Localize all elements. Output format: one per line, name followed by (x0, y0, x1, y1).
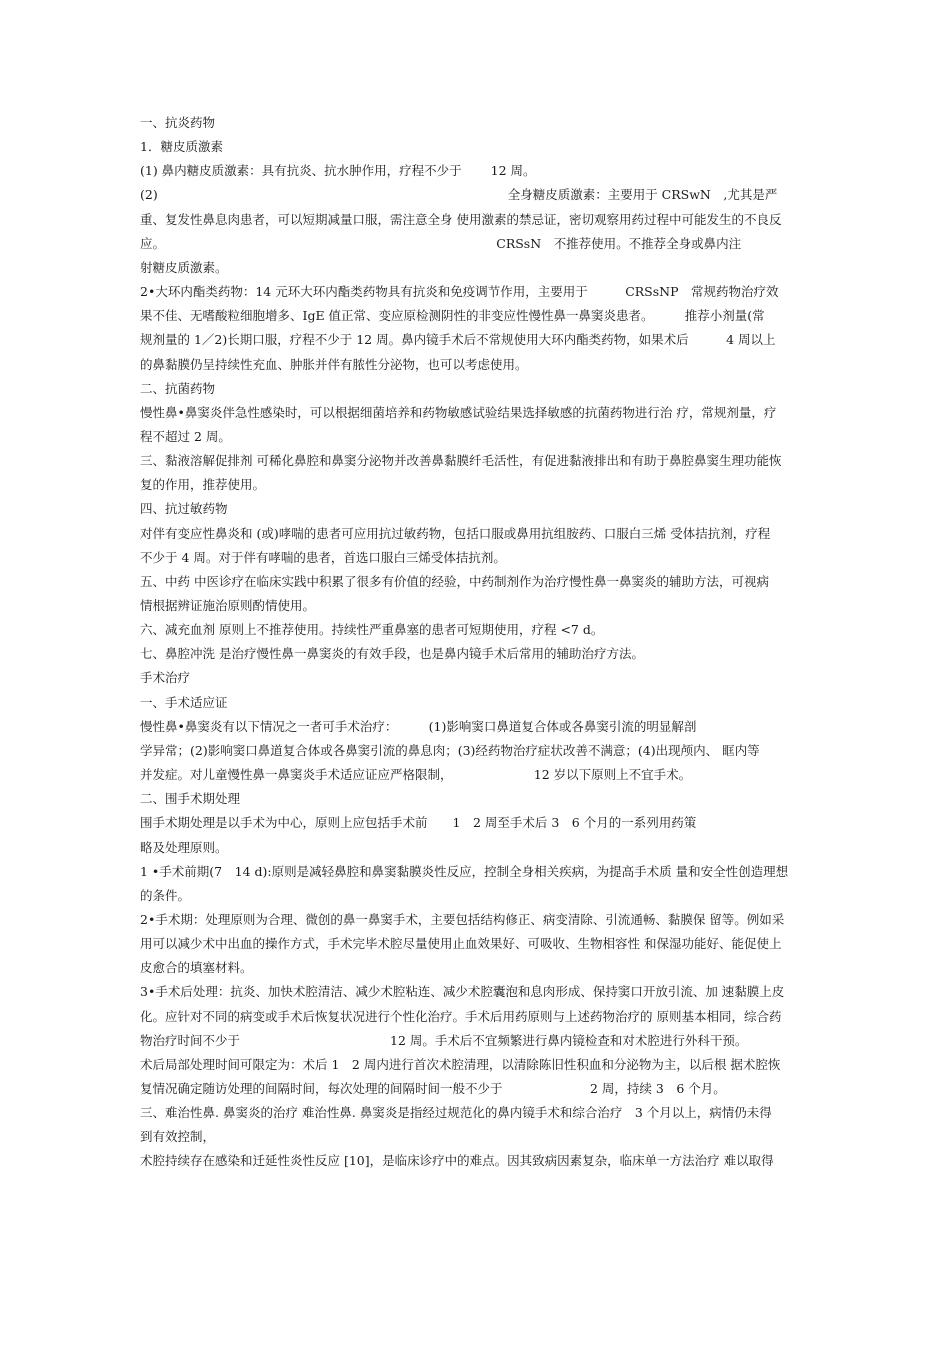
text-line: 围手术期处理是以手术为中心，原则上应包括手术前 1 2 周至手术后 3 6 个月的一系列用药策 (140, 815, 697, 831)
text-line: 对伴有变应性鼻炎和 (或)哮喘的患者可应用抗过敏药物，包括口服或鼻用抗组胺药、口服白三烯 受体拮抗剂，疗程 (140, 525, 771, 541)
text-line: 术腔持续存在感染和迁延性炎性反应 [10]，是临床诊疗中的难点。因其致病因素复杂，临床单一方法治疗 难以取得 (140, 1153, 774, 1169)
text-line: 的条件。 (140, 887, 191, 903)
text-line: 不少于 4 周。对于伴有哮喘的患者，首选口服白三烯受体拮抗剂。 (140, 549, 506, 565)
text-line: 规剂量的 1／2)长期口服，疗程不少于 12 周。鼻内镜手术后不常规使用大环内酯类药物，如果术后 4 周以上 (140, 332, 776, 348)
text-line: 到有效控制， (140, 1129, 216, 1145)
text-line: 的鼻黏膜仍呈持续性充血、肿胀并伴有脓性分泌物，也可以考虑使用。 (140, 356, 528, 372)
text-line: (1) 鼻内糖皮质激素：具有抗炎、抗水肿作用，疗程不少于 12 周。 (140, 163, 536, 179)
text-line: 重、复发性鼻息肉患者，可以短期减量口服，需注意全身 使用激素的禁忌证，密切观察用药过程中可能发生的不良反 (140, 211, 782, 227)
text-line: 五、中药 中医诊疗在临床实践中积累了很多有价值的经验，中药制剂作为治疗慢性鼻一鼻窦炎的辅助方法，可视病 (140, 573, 769, 589)
text-line: 物治疗时间不少于 12 周。手术后不宜频繁进行鼻内镜检查和对术腔进行外科干预。 (140, 1032, 748, 1048)
text-line: 情根据辨证施治原则酌情使用。 (140, 598, 316, 613)
text-line: 学异常；(2)影响窦口鼻道复合体或各鼻窦引流的鼻息肉；(3)经药物治疗症状改善不满意；(4)出现颅内、 眶内等 (140, 742, 760, 758)
text-line: 皮愈合的填塞材料。 (140, 960, 253, 976)
text-line: 1 •手术前期(7 14 d):原则是减轻鼻腔和鼻窦黏膜炎性反应，控制全身相关疾病，为提高手术质 量和安全性创造理想 (140, 863, 789, 879)
text-line: 并发症。对儿童慢性鼻一鼻窦炎手术适应证应严格限制， 12 岁以下原则上不宜手术。 (140, 767, 692, 783)
text-line: 七、鼻腔冲洗 是治疗慢性鼻一鼻窦炎的有效手段，也是鼻内镜手术后常用的辅助治疗方法。 (140, 646, 644, 662)
text-line: 2•手术期：处理原则为合理、微创的鼻一鼻窦手术，主要包括结构修正、病变清除、引流通畅、黏膜保 留等。例如采 (140, 911, 785, 927)
text-line: 射糖皮质激素。 (140, 259, 228, 275)
text-line: 慢性鼻•鼻窦炎伴急性感染时，可以根据细菌培养和药物敏感试验结果选择敏感的抗菌药物进行治 疗，常规剂量，疗 (140, 404, 777, 420)
text-line: 慢性鼻•鼻窦炎有以下情况之一者可手术治疗： (1)影响窦口鼻道复合体或各鼻窦引流的明显解剖 (140, 718, 697, 734)
text-line: (2) 全身糖皮质激素：主要用于 CRSwN ,尤其是严 (140, 187, 778, 203)
text-line: 一、抗炎药物 (140, 115, 216, 130)
text-line: 二、抗菌药物 (140, 380, 216, 396)
text-line: 三、黏液溶解促排剂 可稀化鼻腔和鼻窦分泌物并改善鼻黏膜纤毛活性，有促进黏液排出和有助于鼻腔鼻窦生理功能恢 (140, 453, 782, 469)
text-line: 术后局部处理时间可限定为：术后 1 2 周内进行首次术腔清理，以清除陈旧性积血和分泌物为主，以后根 据术腔恢 (140, 1056, 781, 1072)
text-line: 复的作用，推荐使用。 (140, 477, 266, 493)
text-line: 六、减充血剂 原则上不推荐使用。持续性严重鼻塞的患者可短期使用，疗程 <7 d。 (140, 622, 604, 638)
text-line: 一、手术适应证 (140, 694, 228, 710)
text-line: 略及处理原则。 (140, 839, 228, 855)
text-line: 1．糖皮质激素 (140, 139, 223, 155)
text-line: 2•大环内酯类药物：14 元环大环内酯类药物具有抗炎和免疫调节作用，主要用于 CRSsNP 常规药物治疗效 (140, 284, 779, 300)
text-line: 程不超过 2 周。 (140, 428, 231, 444)
text-line: 复情况确定随访处理的间隔时间，每次处理的间隔时间一般不少于 2 周，持续 3 6 个月。 (140, 1081, 726, 1096)
text-line: 3•手术后处理：抗炎、加快术腔清洁、减少术腔粘连、减少术腔囊泡和息肉形成、保持窦口开放引流、加 速黏膜上皮 (140, 984, 785, 1000)
text-line: 应。 CRSsN 不推荐使用。不推荐全身或鼻内注 (140, 235, 742, 251)
text-line: 果不佳、无嗜酸粒细胞增多、IgE 值正常、变应原检测阴性的非变应性慢性鼻一鼻窦炎患者。 推荐小剂量(常 (140, 308, 765, 324)
text-line: 二、围手术期处理 (140, 791, 241, 807)
text-line: 四、抗过敏药物 (140, 501, 228, 517)
text-line: 化。应针对不同的病变或手术后恢复状况进行个性化治疗。手术后用药原则与上述药物治疗的 原则基本相同，综合药 (140, 1008, 782, 1024)
text-line: 三、难治性鼻. 鼻窦炎的治疗 难治性鼻. 鼻窦炎是指经过规范化的鼻内镜手术和综合治疗 3 个月以上，病情仍未得 (140, 1105, 772, 1121)
text-line: 手术治疗 (140, 670, 191, 686)
text-line: 用可以减少术中出血的操作方式，手术完毕术腔尽量使用止血效果好、可吸收、生物相容性 和保湿功能好、能促使上 (140, 936, 782, 952)
